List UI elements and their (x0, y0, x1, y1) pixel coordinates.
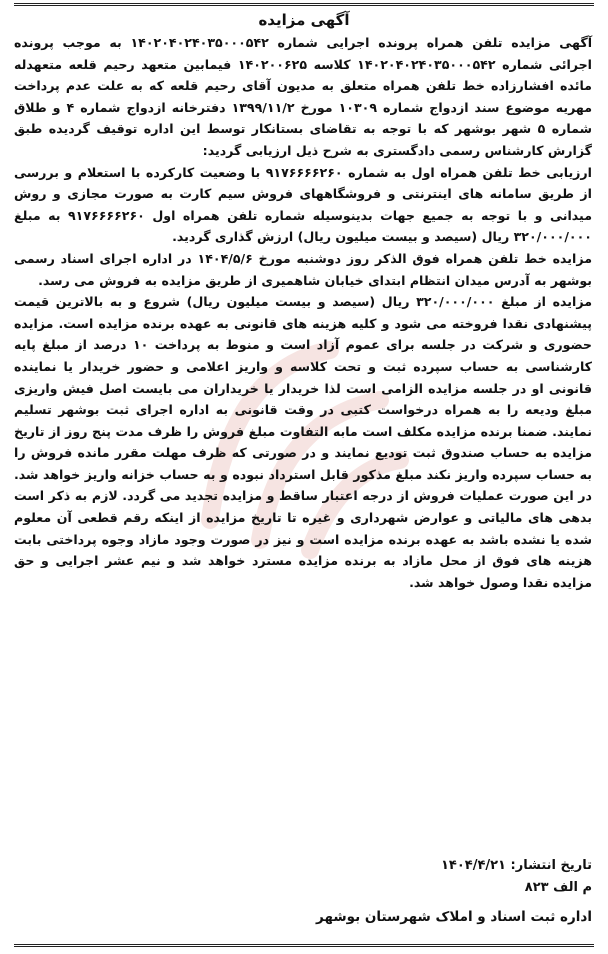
bottom-double-rule (14, 944, 594, 947)
paragraph-case-intro: آگهی مزایده تلفن همراه پرونده اجرایی شماره ۱۴۰۲۰۴۰۲۴۰۳۵۰۰۰۵۴۲ به موجب پرونده اجرائی شماره ۱۴۰۲۰۴۰۲۴۰۳۵۰۰۰۵۴۲ کلاسه ۱۴۰۲۰۰۶۲۵ فیمابین متعهد رحیم قلعه متعهدله مائده افشارزاده خط تلفن همراه متعلق به مدیون آقای رحیم قلعه که به علت عدم پرداخت مهریه موضوع سند ازدواج شماره ۱۰۳۰۹ مورخ ۱۳۹۹/۱۱/۲ دفترخانه ازدواج شماره ۴ و طلاق شماره ۵ شهر بوشهر که با توجه به تقاضای بستانکار توسط این اداره توقیف گردیده طبق گزارش کارشناس رسمی دادگستری به شرح ذیل ارزیابی گردید: (14, 35, 593, 158)
publication-date: تاریخ انتشار: ۱۴۰۴/۴/۲۱ (440, 858, 592, 873)
issuing-office: اداره ثبت اسناد و املاک شهرستان بوشهر (316, 909, 592, 925)
paragraph-auction-date: مزایده خط تلفن همراه فوق الذکر روز دوشنبه مورخ ۱۴۰۴/۵/۶ در اداره اجرای اسناد رسمی بوشهر به آدرس میدان انتظام ابتدای خیابان شاهمیری از طریق مزایده به فروش می رسد. (14, 250, 592, 288)
paragraph-valuation: ارزیابی خط تلفن همراه اول به شماره ۹۱۷۶۶۶۶۲۶۰ با وضعیت کارکرده با استعلام و بررسی از طریق سامانه های اینترنتی و فروشگاههای فروش سیم کارت به صورت مجازی و روش میدانی و با توجه به جمیع جهات بدینوسیله شماره تلفن همراه اول ۹۱۷۶۶۶۶۲۶۰ به مبلغ ۳۲۰/۰۰۰/۰۰۰ ریال (سیصد و بیست میلیون ریال) ارزش گذاری گردید. (14, 164, 592, 245)
notice-code: م الف ۸۲۳ (524, 880, 592, 895)
notice-title: آگهی مزایده (258, 11, 350, 29)
top-double-rule (14, 3, 594, 6)
notice-body (14, 32, 592, 593)
paragraph-auction-terms: مزایده از مبلغ ۳۲۰/۰۰۰/۰۰۰ ریال (سیصد و بیست میلیون ریال) شروع و به بالاترین قیمت پیشنهادی نقدا فروخته می شود و کلیه هزینه های قانونی به عهده برنده مزایده است. مزایده حضوری و شرکت در جلسه برای عموم آزاد است و منوط به پرداخت ۱۰ درصد از مبلغ پایه کارشناسی به حساب سپرده ثبت و تحت کلاسه و واریز اعلامی و حضور خریدار یا نماینده قانونی او در جلسه مزایده الزامی است لذا خریدار یا خریداران می بایست اصل فیش واریزی مبلغ ودیعه را به همراه درخواست کتبی در وقت قانونی به اداره اجرای ثبت بوشهر تسلیم نمایند. ضمنا برنده مزایده مکلف است مابه التفاوت مبلغ فروش را ظرف مدت پنج روز از تاریخ مزایده به حساب صندوق ثبت تودیع نمایند و در صورتی که ظرف مهلت مقرر مانده فروش را به حساب سپرده واریز نکند مبلغ مذکور قابل استرداد نبوده و به حساب خزانه واریز خواهد شد. در این صورت عملیات فروش از درجه اعتبار ساقط و مزایده تجدید می گردد. لازم به ذکر است بدهی های مالیاتی و عوارض شهرداری و غیره تا تاریخ مزایده از اینکه رقم قطعی آن معلوم شده یا نشده باشد به عهده برنده مزایده است و نیز در صورت وجود مازاد وجوه پرداختی بابت هزینه های فوق از محل مازاد به برنده مزایده مسترد خواهد شد و نیم عشر اجرایی و حق مزایده نقدا وصول خواهد شد. (14, 294, 592, 590)
